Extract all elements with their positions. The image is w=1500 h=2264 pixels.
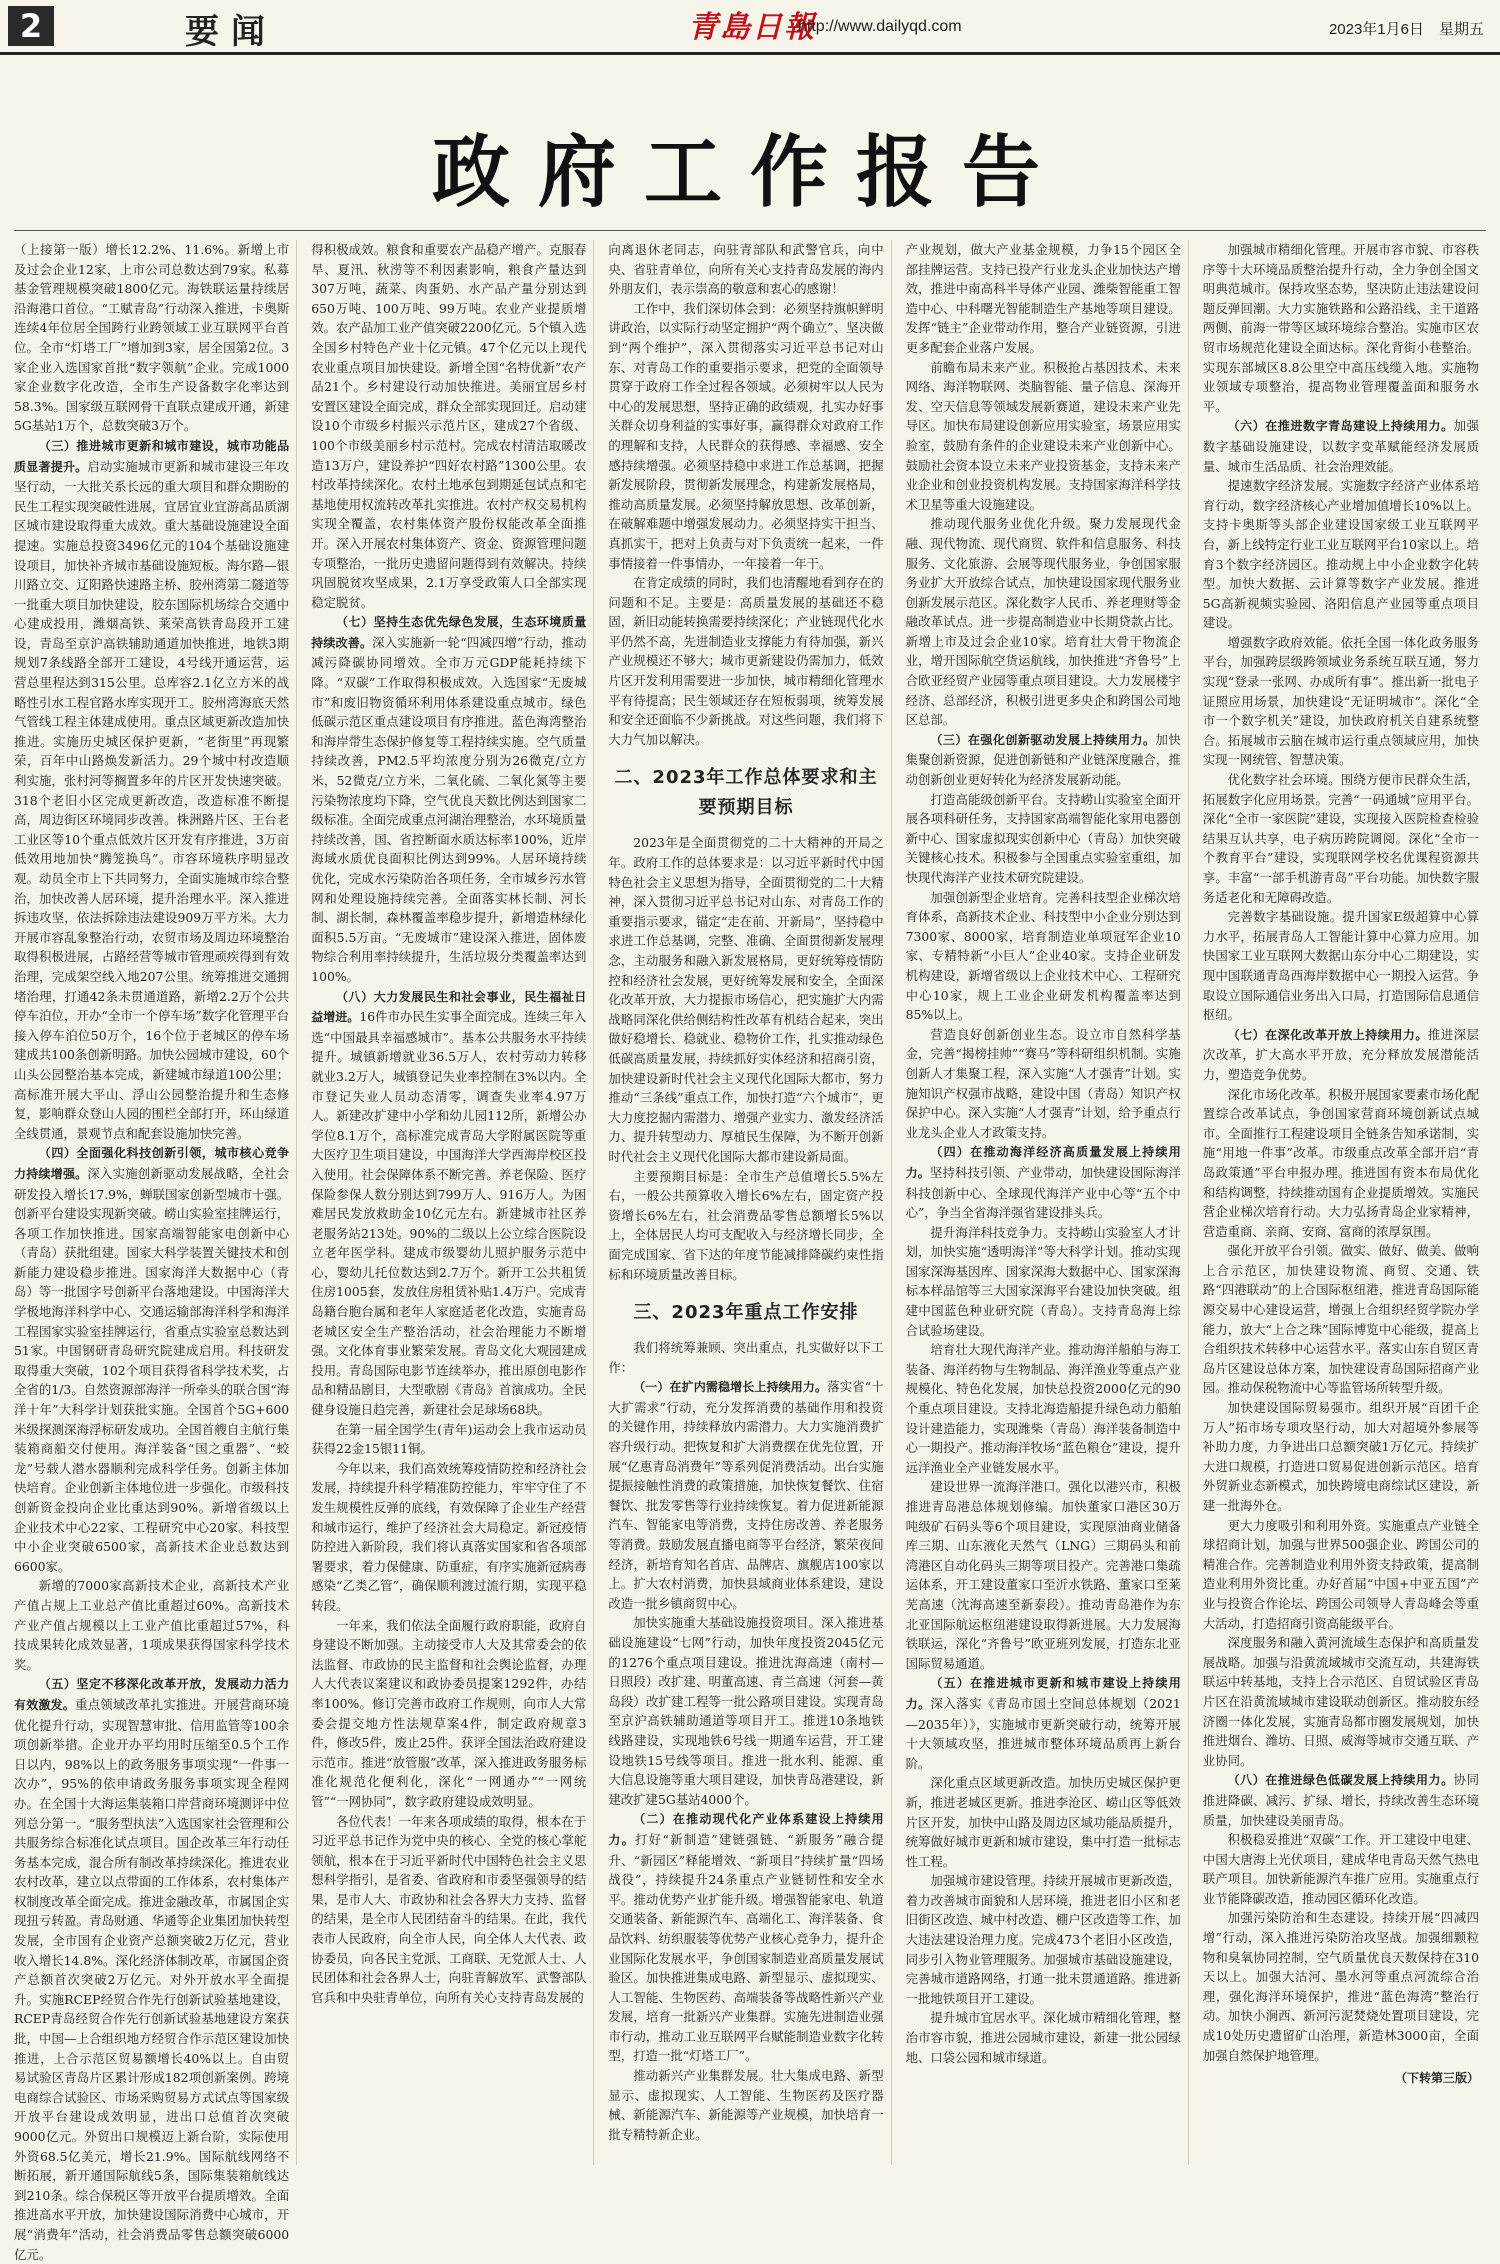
paragraph: 产业规划，做大产业基金规模，力争15个园区全部挂牌运营。支持已投产行业龙头企业加快达产增效，推进中南高科半导体产业园、潍柴智能重工智造中心、中科曙光智能制造生产基地等项目建设。发挥“链主”企业带动作用，整合产业链资源，引进更多配套企业落户发展。: [905, 242, 1181, 355]
paragraph: 加快实施重大基础设施投资项目。深入推进基础设施建设“七网”行动，加快年度投资2045亿元的1276个重点项目建设。推进沈海高速（南村—日照段）改扩建、明董高速、青兰高速（河套—黄岛段）改扩建工程等一批公路项目建设。实现青岛至京沪高铁辅助通道等项目开工。推进10条地铁线路建设，实现地铁6号线一期通车运营，开工建设地铁15号线等项目。推进一批水利、能源、重大信息设施等重大项目建设，加快青岛港建设，新建改扩建5G基站4000个。: [608, 1615, 884, 1807]
section-heading: （三）在强化创新驱动发展上持续用力。: [930, 732, 1156, 747]
chapter-heading: 三、2023年重点工作安排: [633, 1302, 859, 1324]
paragraph: （五）坚定不移深化改革开放，发展动力活力有效激发。重点领域改革扎实推进。开展营商环境优化提升行动，实现智慧审批、信用监管等100余项创新举措。企业开办平均用时压缩至0.5个工作日以内，98%以上的政务服务事项实现“一件事一次办”，95%的依申请政务服务事项实现全程网办。在全国十大海运集装箱口岸营商环境测评中位列总分第一。“服务型执法”入选国家社会管理和公共服务综合标准化试点项目。国企改革三年行动任务基本完成，混合所有制改革持续深化。推进农业农村改革，建立以点带面的工作体系，农村集体产权制度改革全面完成。推进金融改革，市属国企实现扭亏转盈。青岛财通、华通等企业集团加快转型发展，全市国有企业资产总额突破2万亿元，营业收入增长14.8%。深化经济体制改革，市属国企资产总额首次突破2万亿元。对外开放水平全面提升。实施RCEP经贸合作先行创新试验基地建设，RCEP青岛经贸合作先行创新试验基地建设方案获批，中国—上合组织地方经贸合作示范区建设加快推进，上合示范区贸易额增长40%以上。自由贸易试验区青岛片区累计形成182项创新案例。跨境电商综合试验区、市场采购贸易方式试点等国家级开放平台建设成效明显，进出口总值首次突破9000亿元。外贸出口规模迈上新台阶，实际使用外资68.5亿美元，增长21.9%。国际航线网络不断拓展，新开通国际航线5条，国际集装箱航线达到210条。综合保税区等开放平台提质增效。全面推进高水平开放，加快建设国际消费中心城市，开展“消费年”活动，社会消费品零售总额突破6000亿元。: [14, 1677, 290, 2262]
paragraph: （三）推进城市更新和城市建设，城市功能品质显著提升。启动实施城市更新和城市建设三年攻坚行动，一大批关系长远的重大项目和群众期盼的民生工程实现突破性进展，宜居宜业宜游高品质湖区城市建设取得重大成效。重大基础设施建设全面提速。实施总投资3496亿元的104个基础设施建设项目，加快补齐城市基础设施短板。海尔路—银川路立交、辽阳路快速路主桥、胶州湾第二隧道等一批重大项目加快建设，胶东国际机场综合交通中心建成投用，潍烟高铁、莱荣高铁青岛段开工建设，青岛至京沪高铁辅助通道加快推进，地铁3期规划7条线路全部开工建设，4号线开通运营，运营总里程达到315公里。总库容2.1亿立方米的战略性引水工程官路水库实现开工。胶州湾海底天然气管线工程主体建成使用。重点区域更新改造加快推进。实施历史城区保护更新，“老街里”再现繁荣，百年中山路焕发新活力。29个城中村改造顺利实施，张村河等搁置多年的片区开发快速突破。318个老旧小区完成更新改造，改造标准不断提高，周边街区环境同步改善。株洲路片区、王台老工业区等10个重点低效片区开发有序推进，3万亩低效用地加快“腾笼换鸟”。市容环境秩序明显改观。动员全市上下共同努力，全面实施城市综合整治，加快改善人居环境，提升治理水平。深入推进拆违攻坚，依法拆除违法建设909万平方米。大力开展市容乱象整治行动，农贸市场及周边环境整治取得积极进展，占路经营等城市管理顽疾得到有效治理，完成架空线入地207公里。统筹推进交通拥堵治理，打通42条未贯通道路，新增2.2万个公共停车泊位，开办“全市一个停车场”数字化管理平台接入停车泊位50万个，16个位于老城区的停车场建成共100条创新明路。加快公园城市建设，60个山头公园整治基本完成，新建城市绿道100公里；高标准开展大平山、浮山公园整治提升和生态修复，影响群众登山人园的围栏全部打开，环山绿道全线贯通，景观节点和配套设施加快完善。: [14, 438, 290, 1141]
paragraph: （七）在深化改革开放上持续用力。推进深层次改革，扩大高水平开放，充分释放发展潜能活力，塑造竞争优势。: [1202, 1026, 1479, 1082]
article-column-2: [311, 240, 594, 2165]
website-link[interactable]: http://www.dailyqd.com: [798, 18, 962, 35]
paragraph: 深度服务和融入黄河流域生态保护和高质量发展战略。加强与沿黄流域城市交流互动，共建海铁联运中转基地，支持上合示范区、自贸试验区青岛片区在沿黄流域城市建设联动创新区。推动胶东经济圈一体化发展，实施青岛都市圈发展规划，加快推进烟台、潍坊、日照、威海等城市交通互联、产业协同。: [1202, 1635, 1479, 1768]
title-divider: [14, 230, 1486, 231]
paragraph: 加强污染防治和生态建设。持续开展“四减四增”行动，深入推进污染防治攻坚战。加强细颗粒物和臭氧协同控制，空气质量优良天数保持在310天以上。加强大沽河、墨水河等重点河流综合治理，强化海洋环境保护，推进“蓝色海湾”整治行动。加快小涧西、新河污泥焚烧处置项目建设，完成10处历史遗留矿山治理，新造林3000亩，全面加强自然保护地管理。: [1202, 1910, 1479, 2063]
paragraph: 加强城市建设管理。持续开展城市更新改造，着力改善城市面貌和人居环境，推进老旧小区和老旧街区改造、城中村改造、棚户区改造等工作，加大违法建设治理力度。完成473个老旧小区改造，同步引入物业管理服务。加强城市基础设施建设，完善城市道路网络，打通一批未贯通道路。推进新一批地铁项目开工建设。: [905, 1873, 1181, 2006]
newspaper-header: [0, 0, 1500, 55]
paragraph: 主要预期目标是：全市生产总值增长5.5%左右，一般公共预算收入增长6%左右，固定资产投资增长6%左右，社会消费品零售总额增长5%以上，全体居民人均可支配收入与经济增长同步，全面完成国家、省下达的年度节能减排降碳约束性指标和环境质量改善目标。: [608, 1168, 884, 1282]
paragraph: （六）在推进数字青岛建设上持续用力。加强数字基础设施建设，以数字变革赋能经济发展质量、城市生活品质、社会治理效能。: [1202, 418, 1479, 474]
section-heading: （六）在推进数字青岛建设上持续用力。: [1227, 419, 1454, 434]
paragraph: （二）在推动现代化产业体系建设上持续用力。打好“新制造”建链强链、“新服务”融合提升、“新园区”释能增效、“新项目”持续扩量“四场战役”，持续提升24条重点产业链韧性和安全水平。推动优势产业扩能升级。增强智能家电、轨道交通装备、新能源汽车、高端化工、海洋装备、食品饮料、纺织服装等优势产业核心竞争力，提升企业国际化发展水平，争创国家制造业高质量发展试验区。加快推进集成电路、新型显示、虚拟现实、人工智能、生物医药、高端装备等战略性新兴产业发展，培育一批新兴产业集群。实施先进制造业强市行动，推动工业互联网平台赋能制造业数字化转型，打造一批“灯塔工厂”。: [608, 1812, 884, 2064]
section-heading: （五）坚定不移深化改革开放，发展动力活力有效激发。: [14, 1677, 290, 1712]
paragraph: 推动现代服务业优化升级。聚力发展现代金融、现代物流、现代商贸、软件和信息服务、科技服务、文化旅游、会展等现代服务业，争创国家服务业扩大开放综合试点，加快建设国家现代服务业创新发展示范区。深化数字人民币、养老理财等金融改革试点。进一步提高制造业中长期贷款占比。新增上市及过会企业10家。培育壮大骨干物流企业，增开国际航空货运航线，加快推进“齐鲁号”上合欧亚经贸产业园等重点项目建设。大力发展楼宇经济、总部经济，积极引进更多央企和跨国公司地区总部。: [905, 516, 1181, 728]
paragraph: 培育壮大现代海洋产业。推动海洋船舶与海工装备、海洋药物与生物制品、海洋渔业等重点产业规模化、特色化发展，加快总投资2000亿元的90个重点项目建设。支持北海造船提升绿色动力船舶设计建造能力，实现潍柴（青岛）海洋装备制造中心一期投产。推动海洋牧场“蓝色粮仓”建设，提升远洋渔业全产业链发展水平。: [905, 1342, 1181, 1475]
paragraph: 在第一届全国学生(青年)运动会上我市运动员获得22金15银11铜。: [311, 1421, 587, 1457]
paragraph: 更大力度吸引和利用外资。实施重点产业链全球招商计划，加强与世界500强企业、跨国公司的精准合作。完善制造业利用外资支持政策，提高制造业利用外资比重。办好首届“中国+中亚五国”产业与投资合作论坛、跨国公司领导人青岛峰会等重大活动，打造招商引资高能级平台。: [1202, 1517, 1479, 1631]
paragraph: 增强数字政府效能。依托全国一体化政务服务平台，加强跨层级跨领域业务系统互联互通，努力实现“登录一张网、办成所有事”。推出新一批电子证照应用场景，加快建设“无证明城市”。深化“全市一个数字机关”建设，加快政府机关自建系统整合。拓展城市云脑在城市运行重点领域应用，加快实现一网统管、智慧决策。: [1202, 634, 1479, 768]
article-columns: [14, 240, 1486, 2262]
paragraph: 营造良好创新创业生态。设立市自然科学基金，完善“揭榜挂帅”“赛马”等科研组织机制。实施创新人才集聚工程，深入实施“人才强青”计划。实施知识产权强市战略，建设中国（青岛）知识产权保护中心。深入实施“人才强青”计划，给予重点行业龙头企业人才政策支持。: [905, 1026, 1181, 1140]
continued-note: （下转第三版）: [1394, 2071, 1479, 2086]
paragraph: 打造高能级创新平台。支持崂山实验室全面开展各项科研任务，支持国家高端智能化家用电器创新中心、国家虚拟现实创新中心（青岛）加快突破关键核心技术。积极参与全国重点实验室重组，加快现代海洋产业技术研究院建设。: [905, 791, 1181, 885]
paragraph: 深化市场化改革。积极开展国家要素市场化配置综合改革试点，争创国家营商环境创新试点城市。全面推行工程建设项目全链条告知承诺制，实施“用地一件事”改革。市级重点改革全部开启“青岛政策通”平台申报办理。推进国有资本布局优化和结构调整，持续推动国有企业提质增效。实施民营企业梯次培育行动。大力弘扬青岛企业家精神，营造重商、亲商、安商、富商的浓厚氛围。: [1202, 1086, 1479, 1239]
paragraph: （七）坚持生态优先绿色发展，生态环境质量持续改善。深入实施新一轮“四减四增”行动，推动减污降碳协同增效。全市万元GDP能耗持续下降。“双碳”工作取得积极成效。入选国家“无废城市”和废旧物资循环利用体系建设重点城市。绿色低碳示范区重点建设项目有序推进。蓝色海湾整治和海岸带生态保护修复等工程持续实施。空气质量持续改善，PM2.5平均浓度分别为26微克/立方米，52微克/立方米，二氧化硫、二氧化氮等主要污染物浓度均下降，空气优良天数比例达到国家二级标准。全面完成重点河湖治理整治，水环境质量持续改善，国、省控断面水质达标率100%，近岸海域水质优良面积比例达到99%。人居环境持续优化，完成水污染防治各项任务，全市城乡污水管网和处理设施持续完善。全面落实林长制、河长制、湖长制，森林覆盖率稳步提升，新增造林绿化面积5.5万亩。“无废城市”建设深入推进，固体废物综合利用率持续提升，生活垃圾分类覆盖率达到100%。: [311, 615, 587, 984]
paragraph: 向离退休老同志，向驻青部队和武警官兵，向中央、省驻青单位，向所有关心支持青岛发展的海内外朋友们，表示崇高的敬意和衷心的感谢！: [608, 242, 884, 297]
section-heading: （四）在推动海洋经济高质量发展上持续用力。: [905, 1145, 1181, 1180]
article-column-4: [906, 240, 1189, 2165]
page-number: 2: [8, 6, 54, 46]
newspaper-logo: 青島日報: [688, 10, 816, 45]
paragraph: 加强创新型企业培育。完善科技型企业梯次培育体系，高新技术企业、科技型中小企业分别达到7300家、8000家，培育制造业单项冠军企业10家、专精特新“小巨人”企业40家。支持企业研发机构建设，新增省级以上企业技术中心、工程研究中心10家，规上工业企业研发机构覆盖率达到85%以上。: [905, 889, 1181, 1023]
paragraph: 提升城市宜居水平。深化城市精细化管理，整治市容市貌，推进公园城市建设，新建一批公园绿地、口袋公园和城市绿道。: [905, 2010, 1181, 2065]
section-name: 要闻: [185, 12, 277, 52]
paragraph: 提升海洋科技竞争力。支持崂山实验室人才计划，加快实施“透明海洋”等大科学计划。推动实现国家深海基因库、国家深海大数据中心、国家深海标本样品馆等三大国家深海平台建设加快突破。组建中国蓝色种业研究院（青岛）。支持青岛海上综合试验场建设。: [905, 1224, 1181, 1338]
paragraph: （四）全面强化科技创新引领，城市核心竞争力持续增强。深入实施创新驱动发展战略，全社会研发投入增长17.9%，蝉联国家创新型城市十强。创新平台建设实现新突破。崂山实验室挂牌运行，各项工作加快推进。国家高端智能家电创新中心（青岛）获批组建。国家大科学装置关键技术和创新能力建设稳步推进。国家海洋大数据中心（青岛）等一批国字号创新平台落地建设。中国海洋大学极地海洋科学中心、交通运输部海洋科学和海洋工程国家实验室挂牌运行，省重点实验室总数达到51家。中国钢研青岛研究院建成启用。科技研发取得重大突破，102个项目获得省科学技术奖，占全省的1/3。自然资源部海洋一所牵头的联合国“海洋十年”大科学计划获批实施。全国首个5G+600米级探测深海浮标研发成功。全国首艘自主航行集装箱商船交付使用。海洋装备“国之重器”、“蛟龙”号载人潜水器顺利完成科学任务。创新主体加快培育。企业创新主体地位进一步强化。市级科技创新资金投向企业比重达到90%。新增省级以上企业技术中心22家、工程研究中心20家。科技型中小企业突破6500家，高新技术企业总数达到6600家。: [14, 1146, 290, 1574]
section-heading: （三）推进城市更新和城市建设，城市功能品质显著提升。: [14, 438, 290, 474]
chapter-heading: 二、2023年工作总体要求和主要预期目标: [614, 767, 878, 819]
paragraph: 新增的7000家高新技术企业，高新技术产业产值占规上工业总产值比重超过60%。高新技术产业产值占规模以上工业产值比重超过57%，科技成果转化成效显著，1项成果获得国家科学技术奖。: [14, 1578, 290, 1672]
paragraph: 前瞻布局未来产业。积极抢占基因技术、未来网络、海洋物联网、类脑智能、量子信息、深海开发、空天信息等领域发展新赛道，建设未来产业先导区。加快布局建设创新应用实验室，场景应用实验室，鼓励有条件的企业建设未来产业创新中心。鼓励社会资本设立未来产业投资基金，支持未来产业企业和创业投资机构发展。支持国家海洋科学技术卫星等重大设施建设。: [905, 359, 1181, 512]
section-heading: （七）在深化改革开放上持续用力。: [1227, 1027, 1428, 1042]
paragraph: （三）在强化创新驱动发展上持续用力。加快集聚创新资源，促进创新链和产业链深度融合，推动创新创业更好转化为经济发展新动能。: [905, 731, 1181, 788]
paragraph: 优化数字社会环境。围绕方便市民群众生活，拓展数字化应用场景。完善“一码通城”应用平台。深化“全市一家医院”建设，实现接入医院检查检验结果互认共享，电子病历跨院调阅。深化“全市一个教育平台”建设，实现联网学校名优课程资源共享。丰富“一部手机游青岛”平台功能。加快数字服务适老化和无障碍改造。: [1202, 772, 1479, 905]
paragraph: 加强城市精细化管理。开展市容市貌、市容秩序等十大环境品质整治提升行动，全力争创全国文明典范城市。保持攻坚态势，坚决防止违法建设问题反弹回潮。大力实施铁路和公路沿线、主干道路两侧、前海一带等区域环境综合整治。实施市区农贸市场规范化建设全面达标。深化背街小巷整治。实现东部城区8.8公里空中高压线缆入地。实施物业领域专项整治，提高物业管理覆盖面和服务水平。: [1202, 242, 1479, 414]
paragraph: 深化重点区域更新改造。加快历史城区保护更新，推进老城区更新。推进李沧区、崂山区等低效片区开发，加快中山路及周边区域功能品质提升，统筹做好城市更新和城市建设，集中打造一批标志性工程。: [905, 1775, 1181, 1869]
paragraph: 在肯定成绩的同时，我们也清醒地看到存在的问题和不足。主要是：高质量发展的基础还不稳固，新旧动能转换需要持续深化；产业链现代化水平仍然不高，先进制造业支撑能力有待加强，新兴产业规模还不够大；城市更新建设仍需加力，低效片区开发利用需要进一步加快，城市精细化管理水平有待提高；民生领域还存在短板弱项，统筹发展和安全还面临不少新挑战。对这些问题，我们将下大力气加以解决。: [608, 575, 884, 747]
paragraph: （八）大力发展民生和社会事业，民生福祉日益增进。16件市办民生实事全面完成。连续三年入选“中国最具幸福感城市”。基本公共服务水平持续提升。城镇新增就业36.5万人，农村劳动力转移就业3.2万人，城镇登记失业率控制在3%以内。全市登记失业人员动态清零，调查失业率4.97万人。新建改扩建中小学和幼儿园112所，新增公办学位8.1万个，高标准完成青岛大学附属医院等重大医疗卫生项目建设，中国海洋大学西海岸校区投入使用。社会保障体系不断完善。养老保险、医疗保险参保人数分别达到799万人、916万人。为困难居民发放救助金10亿元左右。新建城市社区养老服务站213处。90%的二级以上公立综合医院设立老年医学科。建成市级婴幼儿照护服务示范中心，婴幼儿托位数达到2.7万个。新开工公共租赁住房1005套，发放住房租赁补贴1.4万户。完成青岛籍台胞台属和老年人家庭适老化改造，实施青岛老城区安全生产整治活动，社会治理能力不断增强。文化体育事业繁荣发展。青岛文化大观园建成投用。青岛国际电影节连续举办，推出原创电影作品和精品剧目，大型歌剧《青岛》首演成功。全民健身设施日趋完善，新建社会足球场68块。: [311, 989, 587, 1418]
paragraph: 今年以来，我们高效统筹疫情防控和经济社会发展，持续提升科学精准防控能力，牢牢守住了不发生规模性反弹的底线，有效保障了企业生产经营和城市运行，维护了经济社会大局稳定。新冠疫情防控进入新阶段，我们将认真落实国家和省各项部署要求，着力保健康、防重症，有序实施新冠病毒感染“乙类乙管”，确保顺利渡过流行期，实现平稳转段。: [311, 1460, 587, 1613]
paragraph: 得积极成效。粮食和重要农产品稳产增产。克服春旱、夏汛、秋涝等不利因素影响，粮食产量达到307万吨，蔬菜、肉蛋奶、水产品产量分别达到650万吨、100万吨、99万吨。农业产业提质增效。农产品加工业产值突破2200亿元。5个镇入选全国乡村特色产业十亿元镇。47个亿元以上现代农业重点项目加快建设。新增全国“名特优新”农产品21个。乡村建设行动加快推进。美丽宜居乡村安置区建设全面完成，群众全部实现回迁。启动建设10个市级乡村振兴示范片区，建成27个省级、100个市级美丽乡村示范村。完成农村清洁取暖改造13万户，建设养护“四好农村路”1300公里。农村改革持续深化。农村土地承包到期延包试点和宅基地使用权流转改革扎实推进。农村产权交易机构实现全覆盖，农村集体资产股份权能改革全面推开。深入开展农村集体资产、资金、资源管理问题专项整治，一批历史遗留问题得到有效解决。持续巩固脱贫攻坚成果，2.1万享受政策人口全部实现稳定脱贫。: [311, 242, 587, 610]
paragraph: 我们将统筹兼顾、突出重点，扎实做好以下工作：: [608, 1340, 884, 1375]
paragraph: （八）在推进绿色低碳发展上持续用力。协同推进降碳、减污、扩绿、增长，持续改善生态环境质量，加快建设美丽青岛。: [1202, 1772, 1479, 1828]
paragraph: 加快建设国际贸易强市。组织开展“百团千企万人”拓市场专项攻坚行动，加大对超境外参展等补助力度，力争进出口总额突破1万亿元。持续扩大进口规模，打造进口贸易促进创新示范区。培育外贸新业态新模式，加快跨境电商综试区建设，新建一批海外仓。: [1202, 1400, 1479, 1513]
paragraph: 强化开放平台引领。做实、做好、做美、做响上合示范区，加快建设物流、商贸、交通、铁路“四港联动”的上合国际枢纽港，推进青岛国际能源交易中心建设运营，增强上合组织经贸学院办学能力，放大“上合之珠”国际博览中心能级，提高上合组织技术转移中心运营水平。落实山东自贸区青岛片区建设总体方案，加快建设青岛国际招商产业园。推动保税物流中心等监管场所转型升级。: [1202, 1243, 1479, 1396]
section-heading: （一）在扩内需稳增长上持续用力。: [633, 1380, 828, 1395]
paragraph: 工作中，我们深切体会到：必须坚持旗帜鲜明讲政治，以实际行动坚定拥护“两个确立”、坚决做到“两个维护”，深入贯彻落实习近平总书记对山东、对青岛工作的重要指示要求，把党的全面领导贯穿于政府工作全过程各领域。必须树牢以人民为中心的发展思想，坚持正确的政绩观，扎实办好事关群众切身利益的实事好事，赢得群众对政府工作的理解和支持，人民群众的获得感、幸福感、安全感持续增强。必须坚持稳中求进工作总基调，把握新发展阶段，贯彻新发展理念，构建新发展格局，推动高质量发展。必须坚持解放思想、改革创新，在破解难题中增强发展动力。必须坚持实干担当、真抓实干，把对上负责与对下负责统一起来，一件事情接着一件事情办，一年接着一年干。: [608, 300, 884, 571]
section-heading: （八）在推进绿色低碳发展上持续用力。: [1227, 1773, 1454, 1788]
article-column-3: [608, 240, 891, 2165]
paragraph: （一）在扩内需稳增长上持续用力。落实省“十大扩需求”行动，充分发挥消费的基础作用和投资的关键作用，持续释放内需潜力。大力实施消费扩容升级行动。把恢复和扩大消费摆在优先位置，开展“亿惠青岛消费年”等系列促消费活动。出台实施提振接触性消费的政策措施，加快恢复餐饮、住宿餐饮、批发零售等行业持续恢复。着力促进新能源汽车、智能家电等消费，支持住房改善、养老服务等消费。鼓励发展直播电商等平台经济，繁荣夜间经济，新培育知名首店、品牌店、旗舰店100家以上。扩大农村消费，加快县域商业体系建设，建设改造一批乡镇商贸中心。: [608, 1379, 884, 1611]
section-heading: （五）在推进城市更新和城市建设上持续用力。: [905, 1676, 1181, 1711]
section-heading: （八）大力发展民生和社会事业，民生福祉日益增进。: [311, 989, 587, 1025]
report-title: 政府工作报告: [431, 127, 1068, 218]
issue-date: 2023年1月6日 星期五: [1328, 21, 1484, 38]
paragraph: 各位代表！一年来各项成绩的取得，根本在于习近平总书记作为党中央的核心、全党的核心掌舵领航，根本在于习近平新时代中国特色社会主义思想科学指引，是省委、省政府和市委坚强领导的结果，是市人大、市政协和社会各界大力支持、监督的结果，是全市人民团结奋斗的结果。在此，我代表市人民政府，向全市人民，向全体人大代表、政协委员，向各民主党派、工商联、无党派人士、人民团体和社会各界人士，向驻青解放军、武警部队官兵和中央驻青单位，向所有关心支持青岛发展的: [311, 1813, 587, 2005]
section-heading: （二）在推动现代化产业体系建设上持续用力。: [608, 1812, 884, 1847]
article-column-1: [14, 240, 297, 2262]
paragraph: 完善数字基础设施。提升国家E级超算中心算力水平，拓展青岛人工智能计算中心算力应用。加快国家工业互联网大数据山东分中心二期建设，实现中国联通青岛西海岸数据中心一期投入运营。争取设立国际通信业务出入口局，打造国际信息通信枢纽。: [1202, 909, 1479, 1023]
section-heading: （七）坚持生态优先绿色发展，生态环境质量持续改善。: [311, 615, 587, 650]
paragraph: 推动新兴产业集群发展。壮大集成电路、新型显示、虚拟现实、人工智能、生物医药及医疗器械、新能源汽车、新能源等产业规模，加快培育一批专精特新企业。: [608, 2068, 884, 2142]
paragraph: （上接第一版）增长12.2%、11.6%。新增上市及过会企业12家，上市公司总数达到79家。私募基金管理规模突破1800亿元。海铁联运量持续居沿海港口首位。“工赋青岛”行动深入推进，卡奥斯连续4年位居全国跨行业跨领域工业互联网平台首位。全市“灯塔工厂”增加到3家，居全国第2位。3家企业入选国家首批“数字领航”企业。完成1000家企业数字化改造，全市生产设备数字化率达到58.3%。国家级互联网骨干直联点建成开通，新建5G基站1万个，总数突破3万个。: [14, 242, 290, 434]
paragraph: （四）在推动海洋经济高质量发展上持续用力。坚持科技引领、产业带动，加快建设国际海洋科技创新中心、全球现代海洋产业中心等“五个中心”，争当全省海洋强省建设排头兵。: [905, 1145, 1181, 1221]
section-heading: （四）全面强化科技创新引领，城市核心竞争力持续增强。: [14, 1146, 290, 1181]
paragraph: 积极稳妥推进“双碳”工作。开工建设中电建、中国大唐海上光伏项目，建成华电青岛天然气热电联产项目。加快新能源汽车推广应用。实施重点行业节能降碳改造，推动园区循环化改造。: [1202, 1832, 1479, 1906]
paragraph: 2023年是全面贯彻党的二十大精神的开局之年。政府工作的总体要求是：以习近平新时代中国特色社会主义思想为指导，全面贯彻党的二十大精神，深入贯彻习近平总书记对山东、对青岛工作的重要指示要求，锚定“走在前、开新局”，坚持稳中求进工作总基调，完整、准确、全面贯彻新发展理念，主动服务和融入新发展格局，更好统筹疫情防控和经济社会发展，更好统筹发展和安全，全面深化改革开放，大力提振市场信心，把实施扩大内需战略同深化供给侧结构性改革有机结合起来，突出做好稳增长、稳就业、稳物价工作，扎实推动绿色低碳高质量发展，持续抓好实体经济和招商引资，加快建设新时代社会主义现代化国际大都市，努力推动“三条线”重点工作，加快打造“六个城市”，更大力度挖掘内需潜力、增强产业实力、激发经济活力、提升转型动力、厚植民生保障，为不断开创新时代社会主义现代化国际大都市建设新局面。: [608, 835, 884, 1164]
paragraph: 建设世界一流海洋港口。强化以港兴市，积极推进青岛港总体规划修编。加快董家口港区30万吨级矿石码头等6个项目建设，实现原油商业储备库三期、山东液化天然气（LNG）三期码头和前湾港区自动化码头三期等项目投产。完善港口集疏运体系，开工建设董家口至沂水铁路、董家口至莱芜高速（沈海高速至新泰段）。推动青岛港作为东北亚国际航运枢纽港建设取得新进展。大力发展海铁联运，深化“齐鲁号”欧亚班列发展，打造东北亚国际贸易通道。: [905, 1479, 1181, 1671]
article-column-5: [1203, 240, 1486, 2165]
paragraph: 提速数字经济发展。实施数字经济产业体系培育行动，数字经济核心产业增加值增长10%以上。支持卡奥斯等头部企业建设国家级工业互联网平台，新上线特定行业工业互联网平台10家以上。培育3个数字经济园区。推动规上中小企业数字化转型。加快大数据、云计算等数字产业发展。推进5G高新视频实验园、洛阳信息产业园等重点项目建设。: [1202, 478, 1479, 631]
paragraph: 一年来，我们依法全面履行政府职能，政府自身建设不断加强。主动接受市人大及其常委会的依法监督、市政协的民主监督和社会舆论监督，办理人大代表议案建议和政协委员提案1292件，办结率100%。修订完善市政府工作规则，向市人大常委会提交地方性法规草案4件，制定政府规章3件，修改5件，废止25件。获评全国法治政府建设示范市。推进“放管服”改革，深入推进政务服务标准化规范化便利化，深化“一网通办”“一网统管”“一网协同”，数字政府建设成效明显。: [311, 1617, 587, 1809]
paragraph: （五）在推进城市更新和城市建设上持续用力。深入落实《青岛市国土空间总体规划（2021—2035年）》，实施城市更新突破行动，统筹开展十大领域攻坚，推进城市整体环境品质再上新台阶。: [905, 1676, 1181, 1771]
